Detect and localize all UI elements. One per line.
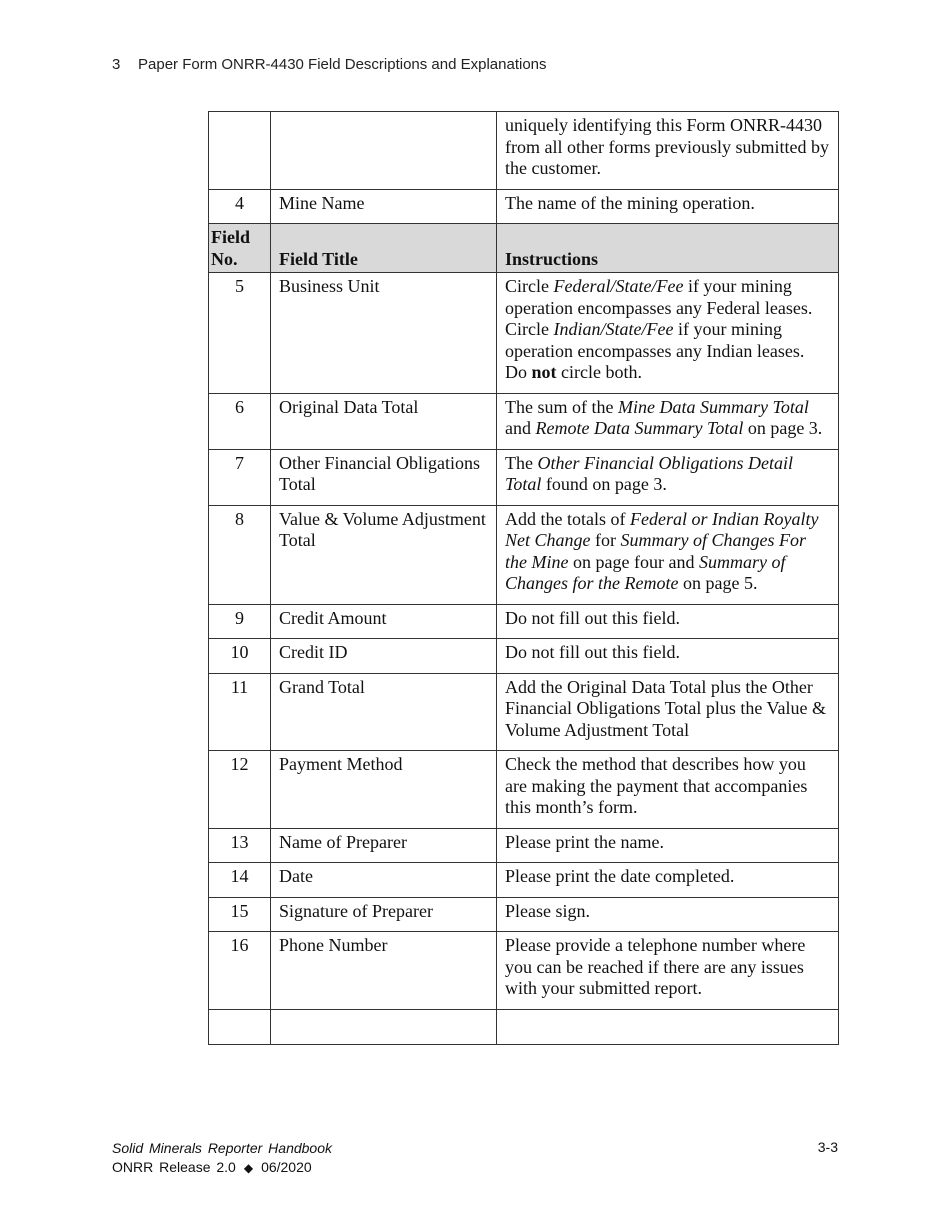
field-title-cell: Signature of Preparer — [271, 897, 497, 932]
page-number: 3-3 — [817, 1139, 838, 1155]
section-title: Paper Form ONRR-4430 Field Descriptions and Explanations — [138, 56, 547, 73]
field-number-cell: 6 — [209, 393, 271, 449]
field-title-cell: Phone Number — [271, 932, 497, 1010]
diamond-separator-icon: ◆ — [243, 1161, 254, 1175]
table-row — [209, 863, 839, 898]
field-descriptions-table — [208, 111, 839, 1045]
instructions-cell: uniquely identifying this Form ONRR-4430 from all other forms previously submitted by the customer. — [497, 112, 839, 190]
table-row — [209, 393, 839, 449]
field-number-cell: 11 — [209, 673, 271, 751]
instructions-cell: Please print the date completed. — [497, 863, 839, 898]
release-date: 06/2020 — [261, 1159, 312, 1175]
field-number-cell: 4 — [209, 189, 271, 224]
instructions-cell: Do not fill out this field. — [497, 639, 839, 674]
empty-table-row — [209, 1009, 839, 1044]
field-title-cell: Value & Volume Adjustment Total — [271, 505, 497, 604]
release-label: ONRR Release 2.0 — [112, 1159, 236, 1175]
field-title-cell — [271, 1009, 497, 1044]
field-title-cell: Credit ID — [271, 639, 497, 674]
instructions-cell: The Other Financial Obligations Detail Total found on page 3. — [497, 449, 839, 505]
instructions-cell: Check the method that describes how you are making the payment that accompanies this month’s form. — [497, 751, 839, 829]
release-info — [112, 1158, 332, 1178]
column-header-field-title: Field Title — [271, 224, 497, 273]
field-title-cell: Other Financial Obligations Total — [271, 449, 497, 505]
table-row — [209, 449, 839, 505]
table-row — [209, 639, 839, 674]
field-number-cell: 10 — [209, 639, 271, 674]
instructions-cell — [497, 1009, 839, 1044]
field-title-cell: Mine Name — [271, 189, 497, 224]
table-header-row — [209, 224, 839, 273]
field-number-cell: 12 — [209, 751, 271, 829]
field-title-cell: Credit Amount — [271, 604, 497, 639]
column-header-field-no: Field No. — [209, 224, 271, 273]
table-row — [209, 897, 839, 932]
table-row — [209, 505, 839, 604]
field-number-cell: 7 — [209, 449, 271, 505]
field-number-cell — [209, 1009, 271, 1044]
field-number-cell — [209, 112, 271, 190]
field-title-cell: Business Unit — [271, 273, 497, 394]
field-title-cell — [271, 112, 497, 190]
table-row — [209, 189, 839, 224]
table-row — [209, 751, 839, 829]
field-title-cell: Name of Preparer — [271, 828, 497, 863]
table-row — [209, 604, 839, 639]
instructions-cell: The name of the mining operation. — [497, 189, 839, 224]
instructions-cell: Please print the name. — [497, 828, 839, 863]
table-row — [209, 112, 839, 190]
field-number-cell: 9 — [209, 604, 271, 639]
instructions-cell: Please sign. — [497, 897, 839, 932]
instructions-cell: Please provide a telephone number where you can be reached if there are any issues with your submitted report. — [497, 932, 839, 1010]
instructions-cell: Circle Federal/State/Fee if your mining operation encompasses any Federal leases. Circle Indian/State/Fee if your mining operation encompasses any Indian leases. Do not circle both. — [497, 273, 839, 394]
page-header — [112, 56, 547, 73]
instructions-cell: Do not fill out this field. — [497, 604, 839, 639]
field-title-cell: Date — [271, 863, 497, 898]
table-row — [209, 932, 839, 1010]
field-title-cell: Grand Total — [271, 673, 497, 751]
instructions-cell: Add the totals of Federal or Indian Royalty Net Change for Summary of Changes For the Mine on page four and Summary of Changes for the Remote on page 5. — [497, 505, 839, 604]
field-number-cell: 14 — [209, 863, 271, 898]
instructions-cell: The sum of the Mine Data Summary Total and Remote Data Summary Total on page 3. — [497, 393, 839, 449]
instructions-cell: Add the Original Data Total plus the Other Financial Obligations Total plus the Value & Volume Adjustment Total — [497, 673, 839, 751]
field-title-cell: Original Data Total — [271, 393, 497, 449]
field-number-cell: 13 — [209, 828, 271, 863]
column-header-instructions: Instructions — [497, 224, 839, 273]
field-number-cell: 15 — [209, 897, 271, 932]
page-footer — [112, 1139, 332, 1178]
field-title-cell: Payment Method — [271, 751, 497, 829]
table-row — [209, 673, 839, 751]
table-row — [209, 273, 839, 394]
handbook-title: Solid Minerals Reporter Handbook — [112, 1140, 332, 1156]
field-number-cell: 5 — [209, 273, 271, 394]
section-number: 3 — [112, 56, 121, 73]
table-row — [209, 828, 839, 863]
field-number-cell: 16 — [209, 932, 271, 1010]
field-number-cell: 8 — [209, 505, 271, 604]
